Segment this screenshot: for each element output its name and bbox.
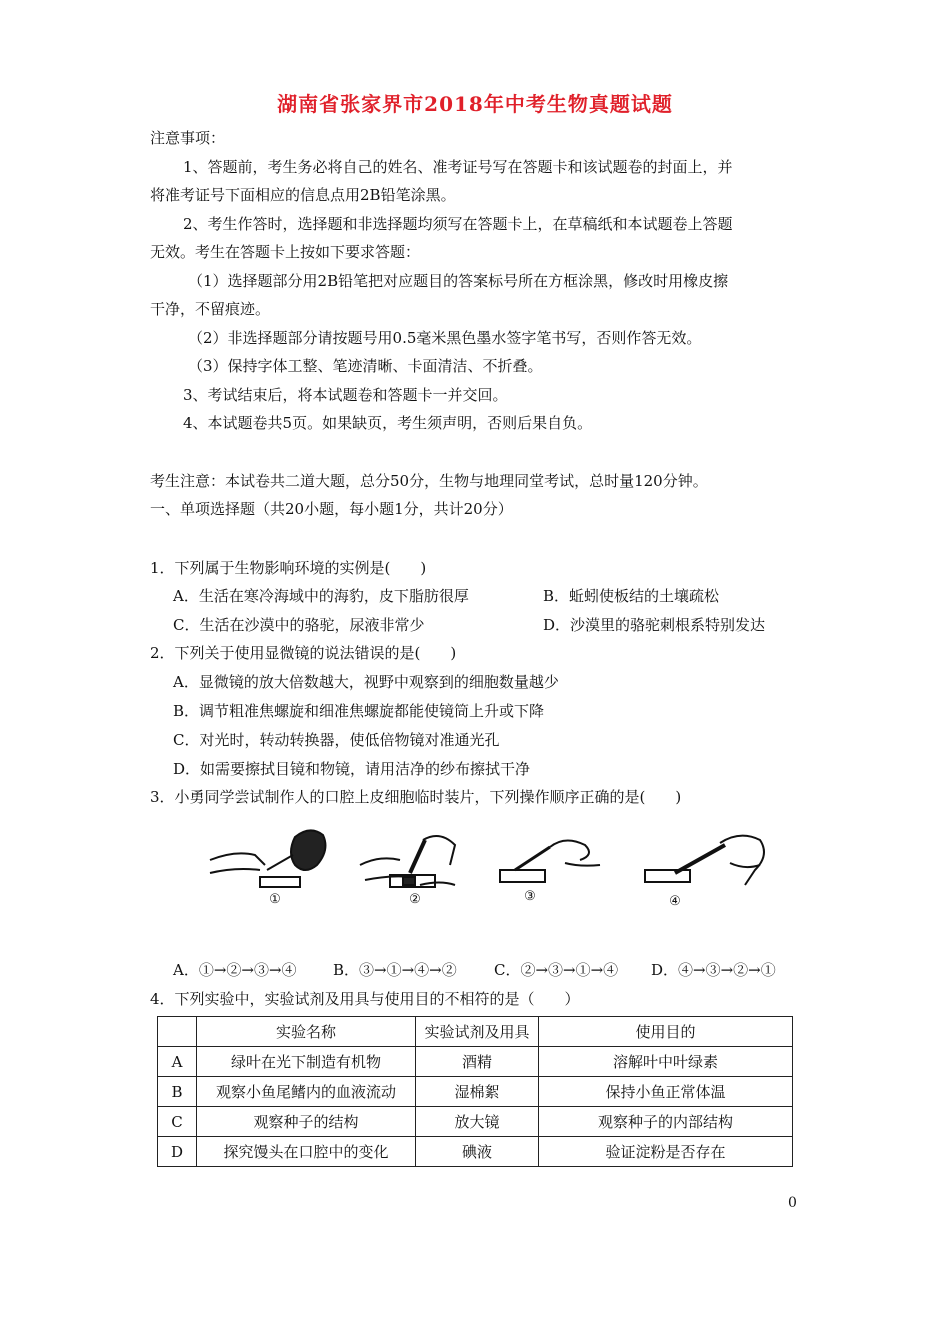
q1-option-a: A．生活在寒冷海域中的海豹，皮下脂肪很厚 [173, 587, 469, 605]
q3-option-c: C．②→③→①→④ [494, 961, 619, 979]
table-row [158, 1077, 793, 1107]
notice-line: 4、本试题卷共5页。如果缺页，考生须声明，否则后果自负。 [183, 414, 593, 432]
q1-option-b: B．蚯蚓使板结的土壤疏松 [543, 587, 720, 605]
q2-option-d: D．如需要擦拭目镜和物镜，请用洁净的纱布擦拭干净 [173, 760, 531, 778]
notice-line: 3、考试结束后，将本试题卷和答题卡一并交回。 [183, 386, 508, 404]
step-2-illustration [360, 836, 455, 887]
step-3-label: ③ [524, 889, 536, 904]
table-row [158, 1107, 793, 1137]
table-cell: 酒精 [416, 1047, 539, 1077]
step-1-label: ① [269, 892, 281, 907]
notice-line: 将准考证号下面相应的信息点用2B铅笔涂黑。 [150, 186, 456, 204]
header-cell: 使用目的 [539, 1017, 793, 1047]
step-2-label: ② [409, 892, 421, 907]
q1-option-d: D．沙漠里的骆驼刺根系特别发达 [543, 616, 766, 634]
q3-option-d: D．④→③→②→① [651, 961, 776, 979]
table-cell: 验证淀粉是否存在 [539, 1137, 793, 1167]
table-cell: 观察种子的结构 [197, 1107, 416, 1137]
table-cell: 溶解叶中叶绿素 [539, 1047, 793, 1077]
table-cell: C [158, 1107, 197, 1137]
notice-line: 无效。考生在答题卡上按如下要求答题： [150, 243, 421, 261]
notice-line: 1、答题前，考生务必将自己的姓名、准考证号写在答题卡和该试题卷的封面上，并 [183, 158, 733, 176]
table-cell: B [158, 1077, 197, 1107]
table-cell: 观察小鱼尾鳍内的血液流动 [197, 1077, 416, 1107]
notice-line: （3）保持字体工整、笔迹清晰、卡面清洁、不折叠。 [188, 357, 543, 375]
header-cell [158, 1017, 197, 1047]
q1-option-c: C．生活在沙漠中的骆驼，尿液非常少 [173, 616, 425, 634]
table-cell: 碘液 [416, 1137, 539, 1167]
table-cell: 保持小鱼正常体温 [539, 1077, 793, 1107]
page-number: 0 [788, 1195, 797, 1211]
question-3-stem: 3．小勇同学尝试制作人的口腔上皮细胞临时装片，下列操作顺序正确的是( ) [150, 788, 682, 806]
header-cell: 实验试剂及用具 [416, 1017, 539, 1047]
question-2-stem: 2．下列关于使用显微镜的说法错误的是( ) [150, 644, 457, 662]
q3-option-b: B．③→①→④→② [333, 961, 457, 979]
notice-heading: 注意事项： [150, 129, 226, 147]
table-cell: 湿棉絮 [416, 1077, 539, 1107]
table-cell: 观察种子的内部结构 [539, 1107, 793, 1137]
table-cell: 绿叶在光下制造有机物 [197, 1047, 416, 1077]
section-heading: 一、单项选择题（共20小题，每小题1分，共计20分） [150, 500, 513, 518]
question-4-stem: 4．下列实验中，实验试剂及用具与使用目的不相符的是（ ） [150, 990, 580, 1008]
step-4-label: ④ [669, 894, 681, 909]
table-header-row [158, 1017, 793, 1047]
table-cell: 探究馒头在口腔中的变化 [197, 1137, 416, 1167]
step-4-illustration [645, 836, 764, 885]
table-cell: A [158, 1047, 197, 1077]
experiment-table [157, 1016, 793, 1167]
table-row [158, 1047, 793, 1077]
notice-line: 干净，不留痕迹。 [150, 300, 271, 318]
page-title: 湖南省张家界市2018年中考生物真题试题 [277, 92, 673, 116]
table-row [158, 1137, 793, 1167]
notice-line: 2、考生作答时，选择题和非选择题均须写在答题卡上，在草稿纸和本试题卷上答题 [183, 215, 733, 233]
table-cell: D [158, 1137, 197, 1167]
q2-option-a: A．显微镜的放大倍数越大，视野中观察到的细胞数量越少 [173, 673, 559, 691]
q3-option-a: A．①→②→③→④ [173, 961, 297, 979]
notice-line: （1）选择题部分用2B铅笔把对应题目的答案标号所在方框涂黑，修改时用橡皮擦 [188, 272, 729, 290]
q2-option-b: B．调节粗准焦螺旋和细准焦螺旋都能使镜筒上升或下降 [173, 702, 545, 720]
step-1-illustration [210, 830, 325, 887]
notice-line: （2）非选择题部分请按题号用0.5毫米黑色墨水签字笔书写，否则作答无效。 [188, 329, 702, 347]
question-1-stem: 1．下列属于生物影响环境的实例是( ) [150, 559, 427, 577]
header-cell: 实验名称 [197, 1017, 416, 1047]
step-3-illustration [500, 840, 600, 882]
slide-preparation-figure [205, 825, 780, 910]
table-cell: 放大镜 [416, 1107, 539, 1137]
exam-note: 考生注意：本试卷共二道大题，总分50分，生物与地理同堂考试，总时量120分钟。 [150, 472, 708, 490]
q2-option-c: C．对光时，转动转换器，使低倍物镜对准通光孔 [173, 731, 500, 749]
